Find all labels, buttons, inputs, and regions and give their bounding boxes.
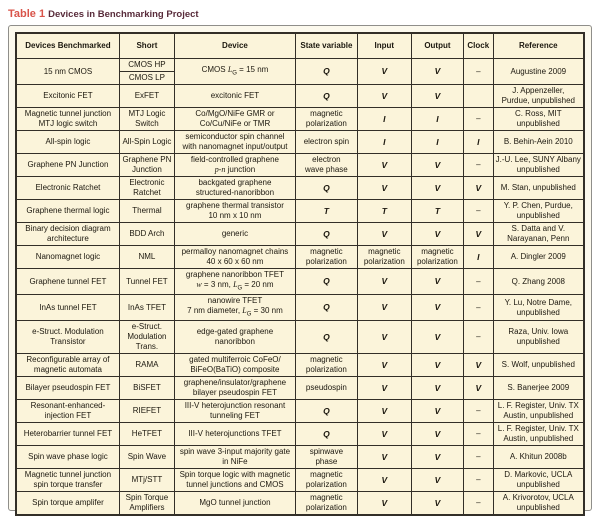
column-header: Devices Benchmarked bbox=[16, 33, 119, 59]
cell-reference: D. Markovic, UCLA unpublished bbox=[493, 469, 584, 492]
cell-input: V bbox=[357, 321, 411, 354]
split-sub-cell: CMOS LP bbox=[120, 71, 174, 84]
cell-device: III-V heterojunctions TFET bbox=[174, 423, 295, 446]
table-row bbox=[16, 377, 584, 400]
cell-clock bbox=[464, 85, 494, 108]
cell-state: magnetic polarization bbox=[295, 246, 357, 269]
table-row bbox=[16, 400, 584, 423]
cell-reference: S. Datta and V. Narayanan, Penn bbox=[493, 223, 584, 246]
cell-state: magnetic polarization bbox=[295, 108, 357, 131]
cell-clock: V bbox=[464, 223, 494, 246]
cell-clock: – bbox=[464, 423, 494, 446]
cell-short: Tunnel FET bbox=[119, 269, 174, 295]
cell-clock: – bbox=[464, 200, 494, 223]
cell-name: Graphene tunnel FET bbox=[16, 269, 119, 295]
cell-short: Spin Torque Amplifiers bbox=[119, 492, 174, 516]
cell-short: InAs TFET bbox=[119, 295, 174, 321]
cell-device: graphene thermal transistor 10 nm x 10 nm bbox=[174, 200, 295, 223]
cell-clock: – bbox=[464, 446, 494, 469]
cell-state: magnetic polarization bbox=[295, 469, 357, 492]
cell-output: T bbox=[411, 200, 463, 223]
cell-state: electron wave phase bbox=[295, 154, 357, 177]
column-header: Clock bbox=[464, 33, 494, 59]
column-header: Input bbox=[357, 33, 411, 59]
cell-output: V bbox=[411, 423, 463, 446]
cell-device: backgated graphene structured-nanoribbon bbox=[174, 177, 295, 200]
column-header: Reference bbox=[493, 33, 584, 59]
cell-reference: S. Wolf, unpublished bbox=[493, 354, 584, 377]
cell-short: e-Struct. Modulation Trans. bbox=[119, 321, 174, 354]
cell-short bbox=[119, 59, 174, 85]
table-row bbox=[16, 446, 584, 469]
cell-device: Co/MgO/NiFe GMR or Co/Cu/NiFe or TMR bbox=[174, 108, 295, 131]
cell-state: magnetic polarization bbox=[295, 354, 357, 377]
cell-output: V bbox=[411, 400, 463, 423]
cell-output: V bbox=[411, 177, 463, 200]
table-row bbox=[16, 200, 584, 223]
benchmark-table bbox=[15, 32, 585, 516]
cell-input: V bbox=[357, 469, 411, 492]
cell-short: BiSFET bbox=[119, 377, 174, 400]
table-row bbox=[16, 295, 584, 321]
cell-state: electron spin bbox=[295, 131, 357, 154]
cell-name: Graphene PN Junction bbox=[16, 154, 119, 177]
cell-device: field-controlled graphene p-n junction bbox=[174, 154, 295, 177]
cell-reference: B. Behin-Aein 2010 bbox=[493, 131, 584, 154]
cell-output: V bbox=[411, 223, 463, 246]
cell-state: T bbox=[295, 200, 357, 223]
cell-clock: V bbox=[464, 377, 494, 400]
cell-input: V bbox=[357, 154, 411, 177]
cell-reference: J.-U. Lee, SUNY Albany unpublished bbox=[493, 154, 584, 177]
cell-input: V bbox=[357, 400, 411, 423]
cell-short: ExFET bbox=[119, 85, 174, 108]
cell-name: Electronic Ratchet bbox=[16, 177, 119, 200]
cell-reference: J. Appenzeller, Purdue, unpublished bbox=[493, 85, 584, 108]
cell-input: I bbox=[357, 108, 411, 131]
table-frame bbox=[8, 25, 592, 511]
cell-short: RAMA bbox=[119, 354, 174, 377]
cell-output: V bbox=[411, 469, 463, 492]
table-row bbox=[16, 246, 584, 269]
cell-name: 15 nm CMOS bbox=[16, 59, 119, 85]
table-row bbox=[16, 354, 584, 377]
table-row bbox=[16, 85, 584, 108]
cell-state: Q bbox=[295, 321, 357, 354]
cell-reference: C. Ross, MIT unpublished bbox=[493, 108, 584, 131]
cell-name: Magnetic tunnel junction MTJ logic switch bbox=[16, 108, 119, 131]
cell-name: Resonant-enhanced- injection FET bbox=[16, 400, 119, 423]
cell-output: V bbox=[411, 321, 463, 354]
split-sub-cell: CMOS HP bbox=[128, 60, 166, 69]
cell-reference: Y. P. Chen, Purdue, unpublished bbox=[493, 200, 584, 223]
cell-state: Q bbox=[295, 177, 357, 200]
table-row bbox=[16, 59, 584, 85]
table-row bbox=[16, 321, 584, 354]
cell-state: Q bbox=[295, 223, 357, 246]
cell-clock: V bbox=[464, 354, 494, 377]
cell-output: V bbox=[411, 354, 463, 377]
cell-clock: I bbox=[464, 131, 494, 154]
table-body bbox=[16, 59, 584, 516]
cell-input: V bbox=[357, 59, 411, 85]
cell-name: Binary decision diagram architecture bbox=[16, 223, 119, 246]
table-row bbox=[16, 154, 584, 177]
cell-state: magnetic polarization bbox=[295, 492, 357, 516]
cell-input: V bbox=[357, 85, 411, 108]
cell-device: permalloy nanomagnet chains 40 x 60 x 60 nm bbox=[174, 246, 295, 269]
cell-clock: – bbox=[464, 400, 494, 423]
cell-input: V bbox=[357, 223, 411, 246]
cell-device: graphene/insulator/graphene bilayer pseudospin FET bbox=[174, 377, 295, 400]
cell-name: All-spin logic bbox=[16, 131, 119, 154]
cell-reference: A. Krivorotov, UCLA unpublished bbox=[493, 492, 584, 516]
cell-output: V bbox=[411, 85, 463, 108]
cell-reference: L. F. Register, Univ. TX Austin, unpublished bbox=[493, 400, 584, 423]
cell-short: All-Spin Logic bbox=[119, 131, 174, 154]
cell-input: V bbox=[357, 423, 411, 446]
cell-name: Bilayer pseudospin FET bbox=[16, 377, 119, 400]
cell-device: Spin torque logic with magnetic tunnel junctions and CMOS bbox=[174, 469, 295, 492]
cell-short: Thermal bbox=[119, 200, 174, 223]
table-row bbox=[16, 269, 584, 295]
cell-reference: Y. Lu, Notre Dame, unpublished bbox=[493, 295, 584, 321]
cell-output: magnetic polarization bbox=[411, 246, 463, 269]
table-row bbox=[16, 108, 584, 131]
cell-clock: – bbox=[464, 59, 494, 85]
cell-device: graphene nanoribbon TFET w = 3 nm, $L_G = 20$ nm bbox=[174, 269, 295, 295]
table-title-label: Table 1 bbox=[8, 8, 46, 20]
cell-state: Q bbox=[295, 423, 357, 446]
cell-clock: – bbox=[464, 295, 494, 321]
cell-state: Q bbox=[295, 295, 357, 321]
cell-name: Nanomagnet logic bbox=[16, 246, 119, 269]
cell-output: V bbox=[411, 154, 463, 177]
cell-input: magnetic polarization bbox=[357, 246, 411, 269]
cell-input: V bbox=[357, 269, 411, 295]
table-row bbox=[16, 177, 584, 200]
table-row bbox=[16, 423, 584, 446]
cell-reference: Q. Zhang 2008 bbox=[493, 269, 584, 295]
cell-reference: M. Stan, unpublished bbox=[493, 177, 584, 200]
header-row bbox=[16, 33, 584, 59]
cell-state: Q bbox=[295, 269, 357, 295]
cell-clock: – bbox=[464, 154, 494, 177]
cell-output: V bbox=[411, 377, 463, 400]
cell-short: Graphene PN Junction bbox=[119, 154, 174, 177]
cell-output: V bbox=[411, 295, 463, 321]
cell-state: Q bbox=[295, 59, 357, 85]
cell-input: V bbox=[357, 295, 411, 321]
cell-clock: – bbox=[464, 321, 494, 354]
cell-clock: – bbox=[464, 492, 494, 516]
column-header: Short bbox=[119, 33, 174, 59]
cell-reference: Augustine 2009 bbox=[493, 59, 584, 85]
cell-device: semiconductor spin channel with nanomagnet input/output bbox=[174, 131, 295, 154]
cell-input: V bbox=[357, 377, 411, 400]
cell-input: V bbox=[357, 177, 411, 200]
cell-name: Reconfigurable array of magnetic automata bbox=[16, 354, 119, 377]
cell-device: spin wave 3-input majority gate in NiFe bbox=[174, 446, 295, 469]
cell-device: generic bbox=[174, 223, 295, 246]
cell-name: Magnetic tunnel junction spin torque transfer bbox=[16, 469, 119, 492]
cell-device: excitonic FET bbox=[174, 85, 295, 108]
cell-short: MTj/STT bbox=[119, 469, 174, 492]
cell-short: MTJ Logic Switch bbox=[119, 108, 174, 131]
cell-state: pseudospin bbox=[295, 377, 357, 400]
cell-device: edge-gated graphene nanoribbon bbox=[174, 321, 295, 354]
cell-reference: A. Dingler 2009 bbox=[493, 246, 584, 269]
cell-device: nanowire TFET 7 nm diameter, $L_G = 30$ nm bbox=[174, 295, 295, 321]
cell-output: I bbox=[411, 108, 463, 131]
cell-output: I bbox=[411, 131, 463, 154]
cell-input: V bbox=[357, 446, 411, 469]
cell-device: MgO tunnel junction bbox=[174, 492, 295, 516]
cell-output: V bbox=[411, 269, 463, 295]
cell-output: V bbox=[411, 492, 463, 516]
cell-input: V bbox=[357, 492, 411, 516]
cell-name: Spin torque amplifer bbox=[16, 492, 119, 516]
cell-short: Spin Wave bbox=[119, 446, 174, 469]
cell-device: gated multiferroic CoFeO/ BiFeO(BaTiO) composite bbox=[174, 354, 295, 377]
cell-state: Q bbox=[295, 400, 357, 423]
table-row bbox=[16, 131, 584, 154]
cell-name: Excitonic FET bbox=[16, 85, 119, 108]
cell-name: Graphene thermal logic bbox=[16, 200, 119, 223]
cell-reference: Raza, Univ. Iowa unpublished bbox=[493, 321, 584, 354]
cell-state: Q bbox=[295, 85, 357, 108]
cell-short: BDD Arch bbox=[119, 223, 174, 246]
cell-output: V bbox=[411, 59, 463, 85]
column-header: Device bbox=[174, 33, 295, 59]
cell-reference: L. F. Register, Univ. TX Austin, unpublished bbox=[493, 423, 584, 446]
cell-input: I bbox=[357, 131, 411, 154]
cell-input: V bbox=[357, 354, 411, 377]
cell-short: NML bbox=[119, 246, 174, 269]
cell-short: HeTFET bbox=[119, 423, 174, 446]
table-row bbox=[16, 223, 584, 246]
cell-clock: I bbox=[464, 246, 494, 269]
column-header: State variable bbox=[295, 33, 357, 59]
cell-output: V bbox=[411, 446, 463, 469]
column-header: Output bbox=[411, 33, 463, 59]
cell-reference: S. Banerjee 2009 bbox=[493, 377, 584, 400]
cell-reference: A. Khitun 2008b bbox=[493, 446, 584, 469]
table-row bbox=[16, 469, 584, 492]
cell-clock: V bbox=[464, 177, 494, 200]
cell-input: T bbox=[357, 200, 411, 223]
cell-short: Electronic Ratchet bbox=[119, 177, 174, 200]
cell-name: Spin wave phase logic bbox=[16, 446, 119, 469]
cell-name: Heterobarrier tunnel FET bbox=[16, 423, 119, 446]
cell-clock: – bbox=[464, 108, 494, 131]
cell-clock: – bbox=[464, 469, 494, 492]
cell-name: InAs tunnel FET bbox=[16, 295, 119, 321]
cell-clock: – bbox=[464, 269, 494, 295]
table-title-caption: Devices in Benchmarking Project bbox=[48, 9, 199, 20]
cell-device: CMOS $L_G = 15$ nm bbox=[174, 59, 295, 85]
table-title bbox=[8, 4, 199, 22]
cell-state: spinwave phase bbox=[295, 446, 357, 469]
cell-device: III-V heterojunction resonant tunneling FET bbox=[174, 400, 295, 423]
cell-name: e-Struct. Modulation Transistor bbox=[16, 321, 119, 354]
cell-short: RIEFET bbox=[119, 400, 174, 423]
table-row bbox=[16, 492, 584, 516]
